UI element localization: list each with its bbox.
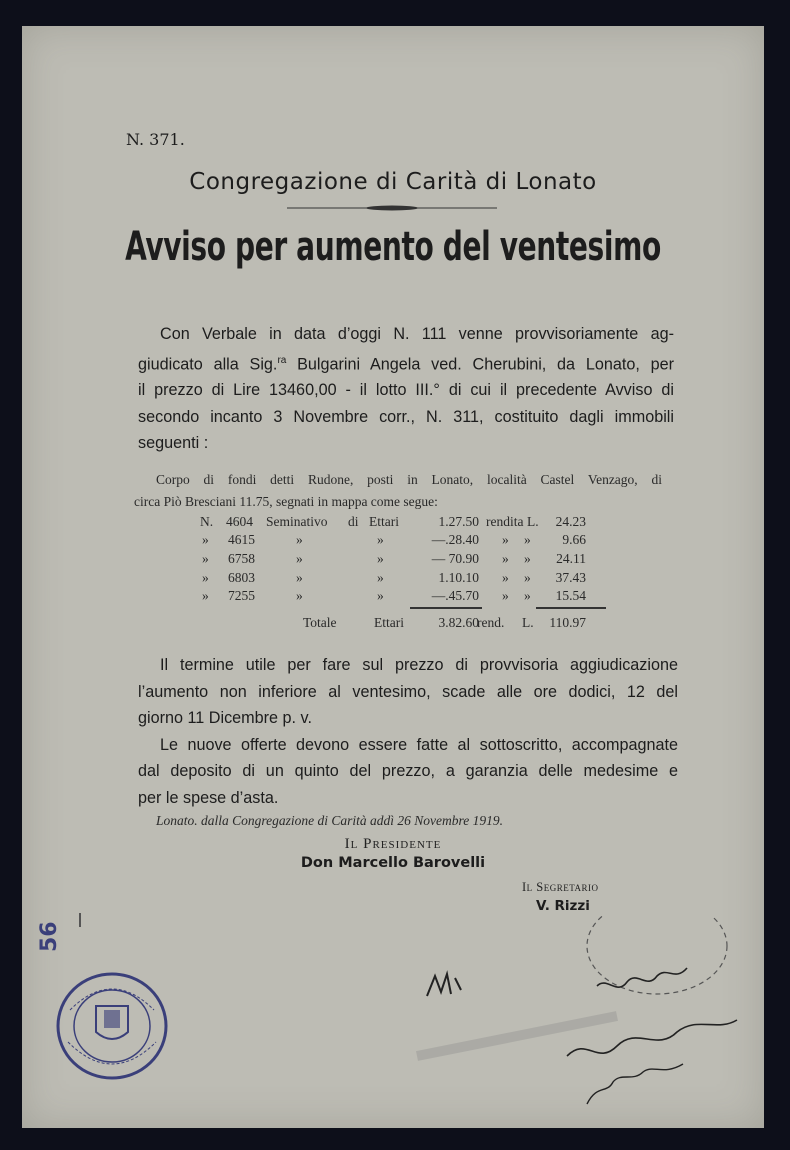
parcel-currency: » bbox=[524, 551, 531, 566]
library-stamp bbox=[50, 970, 170, 1082]
parcel-rendita: » bbox=[502, 588, 509, 603]
parcel-currency: » bbox=[524, 570, 531, 585]
terms-line: giorno 11 Dicembre p. v. bbox=[138, 709, 312, 727]
terms-line: Il termine utile per fare sul prezzo di provvisoria aggiudicazione bbox=[160, 656, 678, 674]
parcel-rendita: » bbox=[502, 532, 509, 547]
property-description: Corpo di fondi detti Rudone, posti in Lonato, località Castel Venzago, di bbox=[156, 472, 662, 487]
document-sheet bbox=[22, 26, 764, 1128]
property-description-2: circa Piò Bresciani 11.75, segnati in mappa come segue: bbox=[134, 494, 438, 509]
parcel-unit: » bbox=[377, 570, 384, 585]
intro-line: il prezzo di Lire 13460,00 - il lotto III.° di cui il precedente Avviso di bbox=[138, 381, 674, 400]
total-rendita: rend. bbox=[477, 615, 505, 630]
total-label: Totale bbox=[303, 615, 337, 630]
secretary-name: V. Rizzi bbox=[536, 898, 590, 914]
parcel-prefix: N. bbox=[200, 514, 214, 529]
parcel-number: 4604 bbox=[226, 514, 253, 529]
secretary-title: Il Segretario bbox=[522, 880, 599, 894]
terms-line: per le spese d’asta. bbox=[138, 788, 279, 807]
parcel-unit: Ettari bbox=[369, 514, 399, 529]
president-name: Don Marcello Barovelli bbox=[300, 855, 486, 871]
total-hectares: 3.82.60 bbox=[438, 615, 479, 630]
terms-line: dal deposito di un quinto del prezzo, a garanzia delle medesime e bbox=[138, 762, 678, 780]
total-unit: Ettari bbox=[374, 615, 404, 630]
parcel-rendita: » bbox=[502, 570, 509, 585]
parcel-number: 6758 bbox=[228, 551, 255, 566]
parcel-prefix: » bbox=[202, 570, 209, 585]
parcel-value: 24.23 bbox=[555, 514, 586, 529]
organization-heading: Congregazione di Carità di Lonato bbox=[189, 169, 597, 195]
parcel-kind: » bbox=[296, 588, 303, 603]
parcel-number: 7255 bbox=[228, 588, 255, 603]
terms-line: l’aumento non inferiore al ventesimo, scade alle ore dodici, 12 del bbox=[138, 682, 678, 701]
president-title: Il Presidente bbox=[344, 836, 442, 852]
parcel-hectares: — 70.90 bbox=[431, 551, 479, 566]
ornament-divider bbox=[287, 204, 497, 212]
total-value: 110.97 bbox=[549, 615, 586, 630]
parcel-di: di bbox=[348, 514, 359, 529]
parcel-hectares: 1.10.10 bbox=[438, 570, 479, 585]
parcel-hectares: —.28.40 bbox=[431, 532, 479, 547]
parcel-currency: » bbox=[524, 588, 531, 603]
sum-rule-hectares bbox=[410, 607, 482, 609]
document-number: N. 371. bbox=[126, 130, 185, 149]
parcel-value: 37.43 bbox=[555, 570, 586, 585]
parcel-prefix: » bbox=[202, 551, 209, 566]
parcel-kind: Seminativo bbox=[266, 514, 328, 529]
parcel-kind: » bbox=[296, 551, 303, 566]
intro-line: Con Verbale in data d’oggi N. 111 venne provvisoriamente ag- bbox=[160, 325, 674, 343]
inventory-number: 56 bbox=[37, 921, 62, 952]
intro-line: secondo incanto 3 Novembre corr., N. 311, costituito dagli immobili bbox=[138, 407, 674, 426]
parcel-prefix: » bbox=[202, 588, 209, 603]
handwritten-annotations bbox=[407, 916, 747, 1116]
parcel-unit: » bbox=[377, 588, 384, 603]
parcel-value: 9.66 bbox=[562, 532, 586, 547]
parcel-currency: L. bbox=[527, 514, 539, 529]
parcel-unit: » bbox=[377, 551, 384, 566]
total-currency: L. bbox=[522, 615, 534, 630]
parcel-currency: » bbox=[524, 532, 531, 547]
terms-paragraph bbox=[138, 652, 678, 811]
sum-rule-value bbox=[536, 607, 606, 609]
parcel-rendita: » bbox=[502, 551, 509, 566]
intro-line: seguenti : bbox=[138, 434, 209, 453]
intro-line: giudicato alla Sig.$^{ra}$ Bulgarini Angela ved. Cherubini, da Lonato, per bbox=[138, 354, 674, 373]
parcel-number: 4615 bbox=[228, 532, 255, 547]
parcel-hectares: 1.27.50 bbox=[438, 514, 479, 529]
parcel-prefix: » bbox=[202, 532, 209, 547]
terms-line: Le nuove offerte devono essere fatte al sottoscritto, accompagnate bbox=[160, 735, 678, 754]
parcel-hectares: —.45.70 bbox=[431, 588, 479, 603]
parcel-value: 24.11 bbox=[556, 551, 586, 566]
parcel-kind: » bbox=[296, 570, 303, 585]
parcel-rendita: rendita bbox=[486, 514, 524, 529]
parcel-value: 15.54 bbox=[555, 588, 586, 603]
intro-paragraph bbox=[138, 321, 674, 457]
parcel-number: 6803 bbox=[228, 570, 255, 585]
place-date: Lonato. dalla Congregazione di Carità addì 26 Novembre 1919. bbox=[156, 813, 503, 828]
margin-mark bbox=[79, 913, 81, 927]
parcel-unit: » bbox=[377, 532, 384, 547]
parcel-kind: » bbox=[296, 532, 303, 547]
notice-title: Avviso per aumento del ventesimo bbox=[125, 224, 661, 270]
